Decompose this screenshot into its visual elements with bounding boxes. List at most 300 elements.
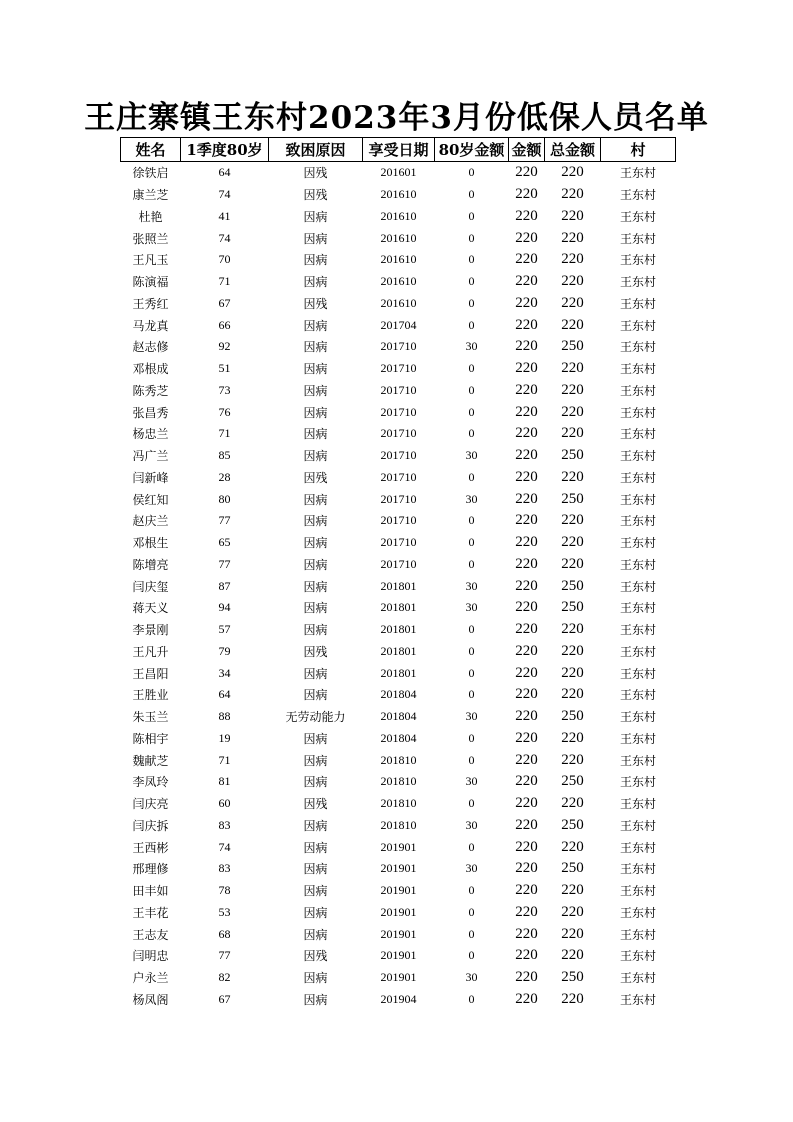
cell-reason: 因病 bbox=[303, 536, 328, 551]
cell-total: 220 bbox=[561, 642, 584, 659]
cell-amount: 220 bbox=[515, 795, 538, 812]
cell-amount: 220 bbox=[515, 925, 538, 942]
cell-age80-amount: 0 bbox=[468, 187, 475, 202]
cell-date: 201710 bbox=[380, 404, 417, 419]
cell-reason: 因病 bbox=[303, 579, 328, 594]
cell-reason: 因残 bbox=[303, 296, 328, 311]
header-village: 村 bbox=[601, 138, 676, 162]
cell-date: 201901 bbox=[380, 839, 417, 854]
cell-reason: 因病 bbox=[303, 362, 328, 377]
cell-amount: 220 bbox=[515, 729, 538, 746]
cell-age80-amount: 0 bbox=[468, 665, 475, 680]
cell-village: 王东村 bbox=[619, 775, 656, 790]
table-row bbox=[121, 749, 676, 771]
cell-date: 201710 bbox=[380, 448, 417, 463]
cell-reason: 无劳动能力 bbox=[285, 710, 346, 725]
cell-total: 220 bbox=[561, 990, 584, 1007]
cell-age: 57 bbox=[218, 622, 231, 637]
cell-age80-amount: 0 bbox=[468, 513, 475, 528]
cell-date: 201810 bbox=[380, 817, 417, 832]
cell-reason: 因病 bbox=[303, 514, 328, 529]
cell-age80-amount: 0 bbox=[468, 839, 475, 854]
cell-total: 250 bbox=[561, 338, 584, 355]
cell-age80-amount: 0 bbox=[468, 796, 475, 811]
cell-age80-amount: 30 bbox=[465, 774, 478, 789]
cell-reason: 因病 bbox=[303, 623, 328, 638]
cell-reason: 因病 bbox=[303, 688, 328, 703]
cell-reason: 因病 bbox=[303, 340, 328, 355]
cell-reason: 因病 bbox=[303, 775, 328, 790]
cell-total: 250 bbox=[561, 599, 584, 616]
cell-amount: 220 bbox=[515, 621, 538, 638]
header-total: 总金额 bbox=[545, 138, 601, 162]
cell-date: 201901 bbox=[380, 926, 417, 941]
cell-name: 陈相宇 bbox=[132, 731, 169, 746]
cell-name: 蒋天义 bbox=[132, 601, 169, 616]
table-row bbox=[121, 619, 676, 641]
header-start-date: 享受日期 bbox=[363, 138, 435, 162]
cell-name: 王丰花 bbox=[132, 905, 169, 920]
cell-age: 64 bbox=[218, 687, 231, 702]
cell-amount: 220 bbox=[515, 403, 538, 420]
cell-village: 王东村 bbox=[619, 340, 656, 355]
cell-reason: 因病 bbox=[303, 557, 328, 572]
cell-age80-amount: 0 bbox=[468, 208, 475, 223]
cell-name: 康兰芝 bbox=[132, 188, 169, 203]
cell-amount: 220 bbox=[515, 490, 538, 507]
table-row bbox=[121, 706, 676, 728]
cell-age: 77 bbox=[218, 948, 231, 963]
cell-amount: 220 bbox=[515, 816, 538, 833]
cell-total: 220 bbox=[561, 186, 584, 203]
cell-reason: 因病 bbox=[303, 840, 328, 855]
cell-age: 71 bbox=[218, 752, 231, 767]
cell-age: 51 bbox=[218, 361, 231, 376]
cell-amount: 220 bbox=[515, 664, 538, 681]
cell-age80-amount: 30 bbox=[465, 339, 478, 354]
cell-age80-amount: 0 bbox=[468, 165, 475, 180]
cell-total: 250 bbox=[561, 969, 584, 986]
cell-name: 王志友 bbox=[132, 927, 169, 942]
cell-village: 王东村 bbox=[619, 275, 656, 290]
cell-amount: 220 bbox=[515, 838, 538, 855]
cell-date: 201610 bbox=[380, 252, 417, 267]
cell-reason: 因病 bbox=[303, 449, 328, 464]
header-name: 姓名 bbox=[121, 138, 181, 162]
cell-age80-amount: 0 bbox=[468, 556, 475, 571]
cell-date: 201810 bbox=[380, 774, 417, 789]
cell-age80-amount: 0 bbox=[468, 535, 475, 550]
cell-village: 王东村 bbox=[619, 753, 656, 768]
cell-date: 201801 bbox=[380, 600, 417, 615]
table-row bbox=[121, 206, 676, 228]
table-row bbox=[121, 249, 676, 271]
cell-age80-amount: 30 bbox=[465, 709, 478, 724]
cell-amount: 220 bbox=[515, 599, 538, 616]
cell-name: 朱玉兰 bbox=[132, 710, 169, 725]
cell-total: 220 bbox=[561, 534, 584, 551]
cell-date: 201810 bbox=[380, 796, 417, 811]
cell-date: 201610 bbox=[380, 187, 417, 202]
cell-date: 201710 bbox=[380, 469, 417, 484]
cell-reason: 因病 bbox=[303, 231, 328, 246]
cell-date: 201901 bbox=[380, 861, 417, 876]
cell-total: 250 bbox=[561, 577, 584, 594]
cell-village: 王东村 bbox=[619, 492, 656, 507]
cell-age80-amount: 0 bbox=[468, 883, 475, 898]
cell-amount: 220 bbox=[515, 751, 538, 768]
cell-name: 张照兰 bbox=[132, 231, 169, 246]
cell-date: 201710 bbox=[380, 382, 417, 397]
cell-amount: 220 bbox=[515, 229, 538, 246]
table-row bbox=[121, 771, 676, 793]
roster-table bbox=[120, 137, 676, 1010]
table-row bbox=[121, 510, 676, 532]
cell-age: 87 bbox=[218, 578, 231, 593]
cell-name: 徐铁启 bbox=[132, 166, 169, 181]
cell-total: 220 bbox=[561, 621, 584, 638]
table-row bbox=[121, 336, 676, 358]
table-row bbox=[121, 401, 676, 423]
table-row bbox=[121, 967, 676, 989]
cell-village: 王东村 bbox=[619, 536, 656, 551]
cell-age80-amount: 30 bbox=[465, 861, 478, 876]
cell-total: 250 bbox=[561, 860, 584, 877]
cell-name: 侯红知 bbox=[132, 492, 169, 507]
cell-reason: 因病 bbox=[303, 884, 328, 899]
table-row bbox=[121, 815, 676, 837]
cell-age80-amount: 0 bbox=[468, 687, 475, 702]
cell-name: 王凡升 bbox=[132, 644, 169, 659]
cell-total: 220 bbox=[561, 403, 584, 420]
cell-reason: 因病 bbox=[303, 927, 328, 942]
cell-total: 220 bbox=[561, 903, 584, 920]
cell-age80-amount: 0 bbox=[468, 361, 475, 376]
cell-amount: 220 bbox=[515, 860, 538, 877]
cell-amount: 220 bbox=[515, 642, 538, 659]
cell-name: 马龙真 bbox=[132, 318, 169, 333]
cell-village: 王东村 bbox=[619, 362, 656, 377]
cell-age: 68 bbox=[218, 926, 231, 941]
cell-amount: 220 bbox=[515, 534, 538, 551]
cell-date: 201801 bbox=[380, 643, 417, 658]
table-row bbox=[121, 293, 676, 315]
cell-name: 陈演福 bbox=[132, 275, 169, 290]
cell-name: 户永兰 bbox=[132, 971, 169, 986]
cell-village: 王东村 bbox=[619, 188, 656, 203]
cell-age: 70 bbox=[218, 252, 231, 267]
cell-age: 78 bbox=[218, 883, 231, 898]
cell-total: 220 bbox=[561, 316, 584, 333]
table-row bbox=[121, 902, 676, 924]
cell-amount: 220 bbox=[515, 381, 538, 398]
cell-total: 250 bbox=[561, 708, 584, 725]
cell-age: 60 bbox=[218, 796, 231, 811]
cell-name: 李景刚 bbox=[132, 623, 169, 638]
cell-reason: 因残 bbox=[303, 644, 328, 659]
cell-village: 王东村 bbox=[619, 231, 656, 246]
cell-age: 81 bbox=[218, 774, 231, 789]
cell-date: 201810 bbox=[380, 752, 417, 767]
cell-reason: 因病 bbox=[303, 383, 328, 398]
cell-total: 250 bbox=[561, 773, 584, 790]
cell-village: 王东村 bbox=[619, 710, 656, 725]
cell-age80-amount: 0 bbox=[468, 274, 475, 289]
cell-name: 闫庆拆 bbox=[132, 818, 169, 833]
cell-name: 闫新峰 bbox=[132, 470, 169, 485]
cell-reason: 因残 bbox=[303, 188, 328, 203]
cell-age80-amount: 0 bbox=[468, 382, 475, 397]
cell-amount: 220 bbox=[515, 294, 538, 311]
cell-total: 220 bbox=[561, 686, 584, 703]
cell-age80-amount: 30 bbox=[465, 491, 478, 506]
cell-total: 220 bbox=[561, 468, 584, 485]
cell-amount: 220 bbox=[515, 686, 538, 703]
table-row bbox=[121, 858, 676, 880]
table-row bbox=[121, 923, 676, 945]
cell-date: 201804 bbox=[380, 687, 417, 702]
cell-name: 魏献芝 bbox=[132, 753, 169, 768]
cell-date: 201901 bbox=[380, 883, 417, 898]
cell-name: 邢理修 bbox=[132, 862, 169, 877]
cell-amount: 220 bbox=[515, 164, 538, 181]
cell-reason: 因病 bbox=[303, 992, 328, 1007]
cell-reason: 因病 bbox=[303, 666, 328, 681]
cell-reason: 因残 bbox=[303, 166, 328, 181]
document-title: 王庄寨镇王东村2023年3月份低保人员名单 bbox=[84, 100, 709, 136]
cell-date: 201704 bbox=[380, 317, 417, 332]
cell-name: 闫明忠 bbox=[132, 949, 169, 964]
cell-amount: 220 bbox=[515, 273, 538, 290]
cell-total: 220 bbox=[561, 229, 584, 246]
table-row bbox=[121, 358, 676, 380]
cell-age: 92 bbox=[218, 339, 231, 354]
table-row bbox=[121, 945, 676, 967]
cell-age: 79 bbox=[218, 643, 231, 658]
cell-date: 201610 bbox=[380, 208, 417, 223]
cell-village: 王东村 bbox=[619, 623, 656, 638]
cell-total: 220 bbox=[561, 164, 584, 181]
cell-age80-amount: 0 bbox=[468, 622, 475, 637]
cell-date: 201801 bbox=[380, 578, 417, 593]
cell-village: 王东村 bbox=[619, 731, 656, 746]
cell-age: 65 bbox=[218, 535, 231, 550]
cell-date: 201710 bbox=[380, 513, 417, 528]
cell-date: 201610 bbox=[380, 274, 417, 289]
cell-amount: 220 bbox=[515, 969, 538, 986]
header-q1-age80: 1季度80岁 bbox=[181, 138, 269, 162]
table-row bbox=[121, 314, 676, 336]
cell-village: 王东村 bbox=[619, 296, 656, 311]
cell-name: 杨忠兰 bbox=[132, 427, 169, 442]
cell-reason: 因病 bbox=[303, 601, 328, 616]
table-row bbox=[121, 271, 676, 293]
cell-total: 220 bbox=[561, 838, 584, 855]
cell-age80-amount: 0 bbox=[468, 295, 475, 310]
cell-name: 张昌秀 bbox=[132, 405, 169, 420]
cell-date: 201710 bbox=[380, 426, 417, 441]
cell-reason: 因病 bbox=[303, 492, 328, 507]
cell-age80-amount: 0 bbox=[468, 317, 475, 332]
cell-age80-amount: 0 bbox=[468, 230, 475, 245]
cell-age80-amount: 30 bbox=[465, 448, 478, 463]
table-row bbox=[121, 184, 676, 206]
cell-date: 201901 bbox=[380, 904, 417, 919]
cell-age: 64 bbox=[218, 165, 231, 180]
cell-date: 201901 bbox=[380, 970, 417, 985]
table-row bbox=[121, 445, 676, 467]
cell-name: 王凡玉 bbox=[132, 253, 169, 268]
cell-age: 34 bbox=[218, 665, 231, 680]
cell-amount: 220 bbox=[515, 338, 538, 355]
cell-reason: 因病 bbox=[303, 971, 328, 986]
cell-total: 250 bbox=[561, 816, 584, 833]
cell-amount: 220 bbox=[515, 512, 538, 529]
cell-amount: 220 bbox=[515, 990, 538, 1007]
header-reason: 致困原因 bbox=[269, 138, 363, 162]
cell-village: 王东村 bbox=[619, 318, 656, 333]
cell-age80-amount: 0 bbox=[468, 426, 475, 441]
cell-name: 陈秀芝 bbox=[132, 383, 169, 398]
cell-reason: 因病 bbox=[303, 731, 328, 746]
table-row bbox=[121, 575, 676, 597]
cell-village: 王东村 bbox=[619, 166, 656, 181]
cell-total: 220 bbox=[561, 664, 584, 681]
table-row bbox=[121, 488, 676, 510]
cell-date: 201710 bbox=[380, 491, 417, 506]
cell-reason: 因病 bbox=[303, 905, 328, 920]
cell-age: 76 bbox=[218, 404, 231, 419]
cell-name: 邓根成 bbox=[132, 362, 169, 377]
table-row bbox=[121, 227, 676, 249]
cell-name: 邓根生 bbox=[132, 536, 169, 551]
cell-reason: 因病 bbox=[303, 318, 328, 333]
cell-age: 88 bbox=[218, 709, 231, 724]
cell-age80-amount: 0 bbox=[468, 730, 475, 745]
table-header-row bbox=[121, 138, 676, 162]
cell-age80-amount: 30 bbox=[465, 578, 478, 593]
header-age80-amount: 80岁金额 bbox=[435, 138, 509, 162]
cell-amount: 220 bbox=[515, 577, 538, 594]
cell-village: 王东村 bbox=[619, 884, 656, 899]
table-row bbox=[121, 662, 676, 684]
cell-amount: 220 bbox=[515, 447, 538, 464]
cell-name: 闫庆亮 bbox=[132, 797, 169, 812]
cell-amount: 220 bbox=[515, 882, 538, 899]
cell-age: 74 bbox=[218, 839, 231, 854]
cell-age: 83 bbox=[218, 861, 231, 876]
table-row bbox=[121, 989, 676, 1011]
cell-age: 77 bbox=[218, 556, 231, 571]
cell-amount: 220 bbox=[515, 425, 538, 442]
cell-age80-amount: 0 bbox=[468, 991, 475, 1006]
cell-date: 201804 bbox=[380, 709, 417, 724]
cell-village: 王东村 bbox=[619, 971, 656, 986]
cell-total: 220 bbox=[561, 381, 584, 398]
cell-age: 71 bbox=[218, 426, 231, 441]
cell-name: 杨凤阁 bbox=[132, 992, 169, 1007]
cell-village: 王东村 bbox=[619, 666, 656, 681]
cell-date: 201610 bbox=[380, 295, 417, 310]
cell-age: 53 bbox=[218, 904, 231, 919]
cell-village: 王东村 bbox=[619, 579, 656, 594]
cell-village: 王东村 bbox=[619, 644, 656, 659]
cell-name: 赵庆兰 bbox=[132, 514, 169, 529]
cell-age: 41 bbox=[218, 208, 231, 223]
table-row bbox=[121, 380, 676, 402]
cell-amount: 220 bbox=[515, 947, 538, 964]
cell-date: 201610 bbox=[380, 230, 417, 245]
cell-age: 71 bbox=[218, 274, 231, 289]
cell-age: 85 bbox=[218, 448, 231, 463]
cell-total: 220 bbox=[561, 947, 584, 964]
cell-name: 陈增亮 bbox=[132, 557, 169, 572]
table-row bbox=[121, 684, 676, 706]
cell-village: 王东村 bbox=[619, 427, 656, 442]
cell-date: 201710 bbox=[380, 361, 417, 376]
cell-total: 220 bbox=[561, 555, 584, 572]
cell-age: 66 bbox=[218, 317, 231, 332]
cell-reason: 因残 bbox=[303, 797, 328, 812]
cell-date: 201901 bbox=[380, 948, 417, 963]
cell-reason: 因残 bbox=[303, 470, 328, 485]
table-row bbox=[121, 641, 676, 663]
cell-village: 王东村 bbox=[619, 818, 656, 833]
cell-village: 王东村 bbox=[619, 601, 656, 616]
cell-age80-amount: 0 bbox=[468, 752, 475, 767]
cell-amount: 220 bbox=[515, 903, 538, 920]
table-row bbox=[121, 793, 676, 815]
cell-age80-amount: 0 bbox=[468, 252, 475, 267]
table-row bbox=[121, 728, 676, 750]
cell-date: 201710 bbox=[380, 556, 417, 571]
cell-age: 77 bbox=[218, 513, 231, 528]
table-row bbox=[121, 423, 676, 445]
cell-total: 220 bbox=[561, 207, 584, 224]
cell-reason: 因病 bbox=[303, 427, 328, 442]
cell-amount: 220 bbox=[515, 360, 538, 377]
cell-date: 201601 bbox=[380, 165, 417, 180]
cell-age: 28 bbox=[218, 469, 231, 484]
cell-village: 王东村 bbox=[619, 514, 656, 529]
cell-village: 王东村 bbox=[619, 209, 656, 224]
cell-age: 74 bbox=[218, 230, 231, 245]
cell-amount: 220 bbox=[515, 186, 538, 203]
cell-village: 王东村 bbox=[619, 927, 656, 942]
cell-name: 王胜业 bbox=[132, 688, 169, 703]
cell-reason: 因病 bbox=[303, 275, 328, 290]
cell-age80-amount: 0 bbox=[468, 926, 475, 941]
table-row bbox=[121, 162, 676, 184]
cell-amount: 220 bbox=[515, 316, 538, 333]
cell-age: 67 bbox=[218, 295, 231, 310]
cell-age: 94 bbox=[218, 600, 231, 615]
cell-age80-amount: 0 bbox=[468, 643, 475, 658]
table-row bbox=[121, 880, 676, 902]
cell-village: 王东村 bbox=[619, 840, 656, 855]
cell-name: 王西彬 bbox=[132, 840, 169, 855]
cell-age: 83 bbox=[218, 817, 231, 832]
cell-village: 王东村 bbox=[619, 383, 656, 398]
cell-amount: 220 bbox=[515, 468, 538, 485]
cell-total: 220 bbox=[561, 273, 584, 290]
cell-village: 王东村 bbox=[619, 797, 656, 812]
cell-reason: 因病 bbox=[303, 862, 328, 877]
cell-reason: 因病 bbox=[303, 253, 328, 268]
cell-name: 王秀红 bbox=[132, 296, 169, 311]
cell-name: 王昌阳 bbox=[132, 666, 169, 681]
cell-age: 19 bbox=[218, 730, 231, 745]
